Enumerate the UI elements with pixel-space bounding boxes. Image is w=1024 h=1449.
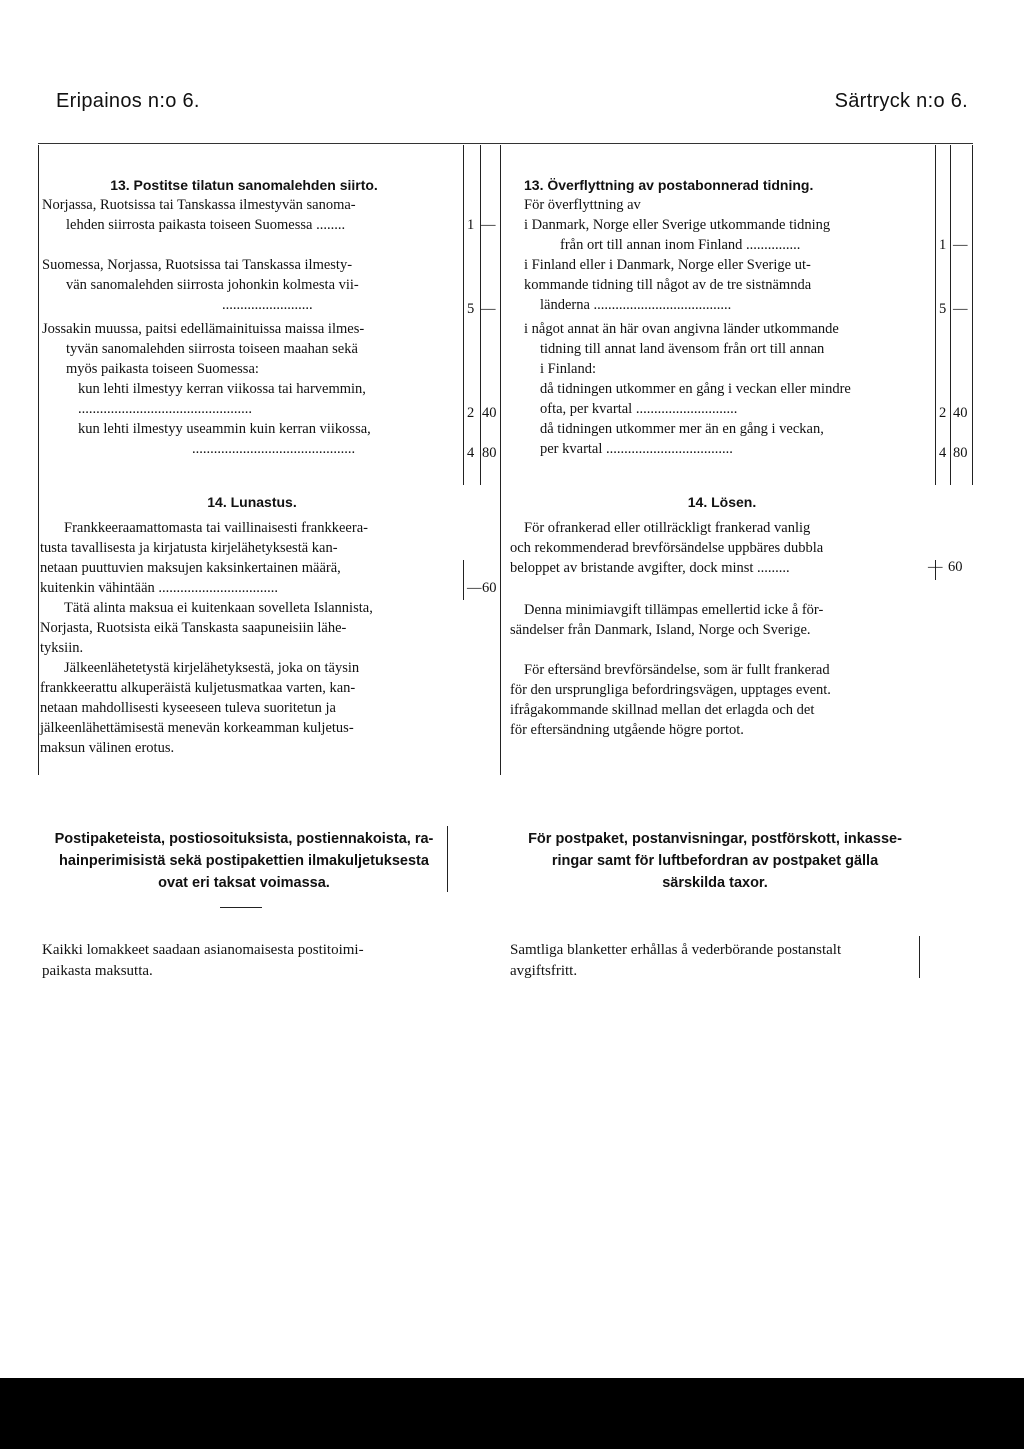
sv-section-14	[508, 492, 936, 740]
fi-14-p1-line2: tusta tavallisesta ja kirjatusta kirjelähetyksestä kan-	[40, 540, 338, 556]
sv-14-p3-line3: ifrågakommande skillnad mellan det erlagda och det	[510, 702, 815, 718]
sv-13-item3b-line2: per kvartal ...................................	[540, 441, 733, 457]
fi-13-item2-line1: Suomessa, Norjassa, Ruotsissa tai Tanskassa ilmesty-	[42, 257, 353, 273]
sv-14-p3-line1: För eftersänd brevförsändelse, som är fullt frankerad	[524, 662, 830, 678]
sv-13-item2-line2: kommande tidning till något av de tre sistnämnda	[524, 277, 812, 293]
sv-13-item3b-line1: då tidningen utkommer mer än en gång i veckan,	[540, 421, 824, 437]
sv-forms-notice-line1: Samtliga blanketter erhållas å vederbörande postanstalt	[510, 942, 842, 958]
header-finnish: Eripainos n:o 6.	[56, 90, 200, 112]
fi-13-item1-line2: lehden siirrosta paikasta toiseen Suomessa ........	[66, 217, 346, 233]
sv-13-intro: För överflyttning av	[524, 197, 641, 213]
fi-14-p1-line1: Frankkeeraamattomasta tai vaillinaisesti frankkeera-	[64, 520, 368, 536]
sv-parcel-notice-line2: ringar samt för luftbefordran av postpaket gälla	[551, 853, 879, 869]
fi-13-item3a-line2: ................................................	[78, 401, 252, 417]
fi-13-item3-line3: myös paikasta toiseen Suomessa:	[66, 361, 259, 377]
sv-forms-notice	[510, 940, 922, 982]
fi-14-p3-line5: maksun välinen erotus.	[40, 740, 175, 756]
fi-pennia-rule	[500, 145, 501, 775]
sv-13-item3-line2: tidning till annat land ävensom från ort till annan	[540, 341, 825, 357]
fi-13-item1-line1: Norjassa, Ruotsissa tai Tanskassa ilmestyvän sanoma-	[42, 197, 356, 213]
fi-parcel-notice-line3: ovat eri taksat voimassa.	[158, 875, 330, 891]
fi-14-p3-line3: netaan mahdollisesti kyseeseen tuleva suoritetun ja	[40, 700, 336, 716]
sv-14-p2-line1: Denna minimiavgift tillämpas emellertid icke å för-	[524, 602, 824, 618]
fi-14-p2-line2: Norjasta, Ruotsista eikä Tanskasta saapuneisiin lähe-	[40, 620, 347, 636]
sv-13-item3-line3: i Finland:	[540, 361, 596, 377]
fi-13-title: 13. Postitse tilatun sanomalehden siirto.	[110, 177, 378, 193]
fi-14-title: 14. Lunastus.	[207, 494, 297, 510]
fi-13-item2-amount: 5 —	[467, 301, 496, 317]
section-divider	[220, 907, 262, 908]
fi-parcel-notice-line2: hainperimisistä sekä postipakettien ilmakuljetuksesta	[59, 853, 429, 869]
fi-13-item3b-line1: kun lehti ilmestyy useammin kuin kerran viikossa,	[78, 421, 371, 437]
fi-forms-notice-line1: Kaikki lomakkeet saadaan asianomaisesta postitoimi-	[42, 942, 364, 958]
sv-forms-notice-line2: avgiftsfritt.	[510, 963, 578, 979]
sv-14-p2-line2: sändelser från Danmark, Island, Norge och Sverige.	[510, 622, 811, 638]
fi-14-p1-line4: kuitenkin vähintään .................................	[40, 580, 279, 596]
sv-14-p3-line2: för den ursprungliga befordringsvägen, upptages event.	[510, 682, 831, 698]
fi-13-item3b-line2: .............................................	[192, 441, 356, 457]
fi-section-13	[42, 175, 446, 459]
fi-13-item2-line2: vän sanomalehden siirrosta johonkin kolmesta vii-	[66, 277, 359, 293]
fi-14-p3-line2: frankkeerattu alkuperäistä kuljetusmatkaa varten, kan-	[40, 680, 356, 696]
sv-section-13	[510, 175, 920, 459]
sv-13-title: 13. Överflyttning av postabonnerad tidning.	[524, 177, 814, 193]
sv-13-item1-line1: i Danmark, Norge eller Sverige utkommande tidning	[524, 217, 831, 233]
fi-forms-notice	[42, 940, 452, 982]
fi-parcel-notice-line1: Postipaketeista, postiosoituksista, postiennakoista, ra-	[54, 831, 434, 847]
sv-14-title: 14. Lösen.	[687, 494, 757, 510]
sv-13-item1-line2: från ort till annan inom Finland ...............	[560, 237, 801, 253]
fi-14-p2-line1: Tätä alinta maksua ei kuitenkaan sovelleta Islannista,	[64, 600, 373, 616]
sv-ore-rule	[972, 145, 973, 485]
fi-14-p1-line3: netaan puuttuvien maksujen kaksinkertainen määrä,	[40, 560, 341, 576]
fi-14-p3-line1: Jälkeenlähetetystä kirjelähetyksestä, joka on täysin	[64, 660, 360, 676]
sv-14-p1-line1: För ofrankerad eller otillräckligt frankerad vanlig	[524, 520, 811, 536]
sv-14-p3-line4: för eftersändning utgående högre portot.	[510, 722, 744, 738]
sv-13-item2-line1: i Finland eller i Danmark, Norge eller Sverige ut-	[524, 257, 811, 273]
fi-14-p2-line3: tyksiin.	[40, 640, 84, 656]
sv-13-item3-line1: i något annat än här ovan angivna länder utkommande	[524, 321, 839, 337]
fi-14-p3-line4: jälkeenlähettämisestä menevän korkeamman kuljetus-	[40, 720, 354, 736]
sv-parcel-notice-line1: För postpaket, postanvisningar, postförskott, inkasse-	[528, 831, 902, 847]
table-rule-left	[38, 145, 39, 775]
sv-13-item3a-amount: 2 40	[939, 405, 968, 421]
fi-13-item3a-amount: 2 40	[467, 405, 497, 421]
fi-forms-notice-line2: paikasta maksutta.	[42, 963, 153, 979]
fi-13-item3b-amount: 4 80	[467, 445, 497, 461]
fi-13-item3a-line1: kun lehti ilmestyy kerran viikossa tai harvemmin,	[78, 381, 366, 397]
fi-13-item3-line2: tyvän sanomalehden siirrosta toiseen maahan sekä	[66, 341, 358, 357]
sv-13-item3a-line1: då tidningen utkommer en gång i veckan eller mindre	[540, 381, 851, 397]
fi-14-minimum-amount: — 60	[467, 580, 497, 596]
sv-13-item3b-amount: 4 80	[939, 445, 968, 461]
sv-parcel-notice-line3: särskilda taxor.	[662, 875, 768, 891]
sv-14-p1-line2: och rekommenderad brevförsändelse uppbäres dubbla	[510, 540, 824, 556]
sv-13-item2-line3: länderna ......................................	[540, 297, 732, 313]
sv-14-p1-line3: beloppet av bristande avgifter, dock minst .........	[510, 560, 790, 576]
header-rule	[38, 143, 973, 144]
sv-14-minimum-amount: — 60	[928, 559, 963, 575]
header-swedish: Särtryck n:o 6.	[834, 90, 968, 112]
sv-13-item2-amount: 5 —	[939, 301, 968, 317]
fi-parcel-notice	[40, 828, 448, 894]
sv-13-item3a-line2: ofta, per kvartal ............................	[540, 401, 738, 417]
sv-13-item1-amount: 1 —	[939, 237, 968, 253]
fi-13-item3-line1: Jossakin muussa, paitsi edellämainituissa maissa ilmes-	[42, 321, 365, 337]
fi-13-item1-amount: 1 —	[467, 217, 496, 233]
fi-section-14	[40, 492, 464, 758]
sv-parcel-notice	[506, 828, 924, 894]
fi-13-item2-line3: .........................	[222, 297, 313, 313]
